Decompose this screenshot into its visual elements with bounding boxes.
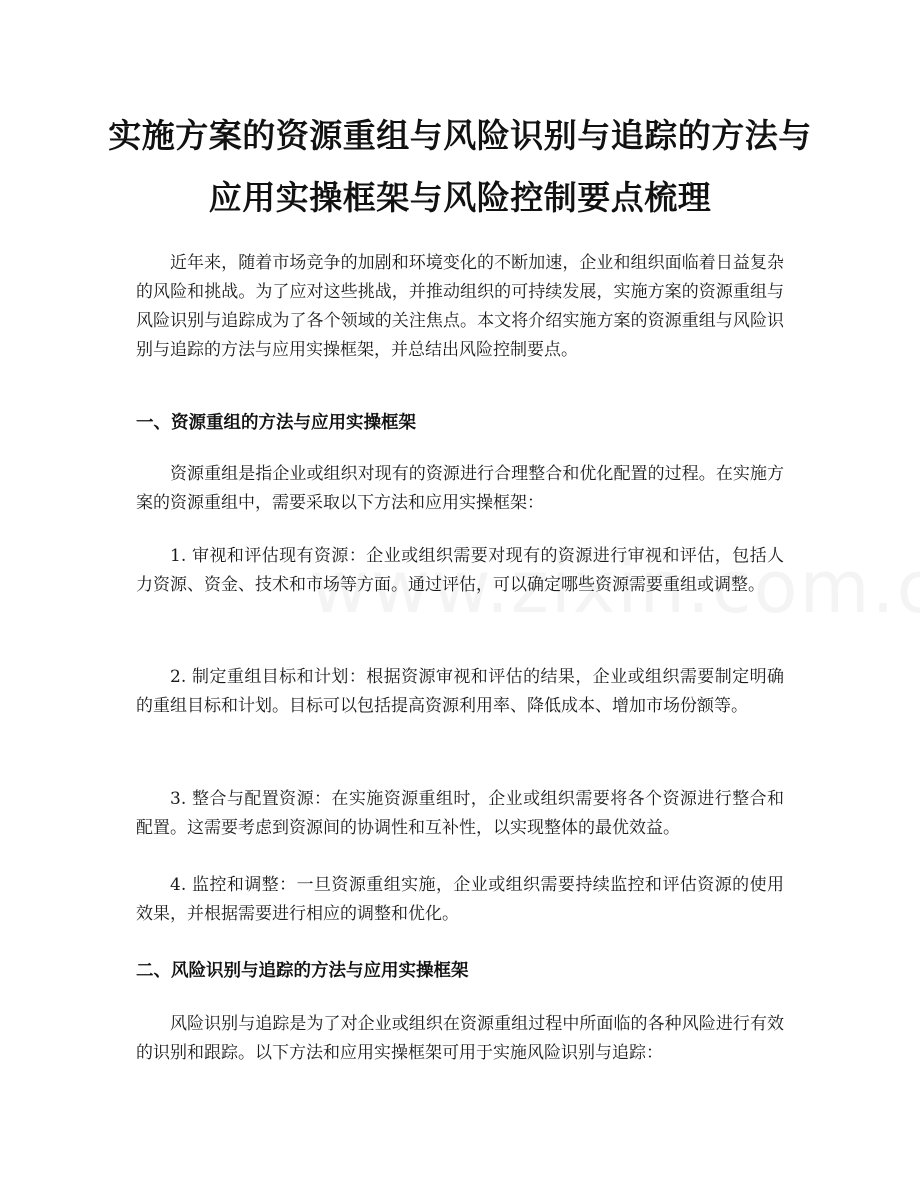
list-item: 2. 制定重组目标和计划：根据资源审视和评估的结果，企业或组织需要制定明确的重组目标和计划。目标可以包括提高资源利用率、降低成本、增加市场份额等。	[136, 667, 784, 716]
section-1-heading: 一、资源重组的方法与应用实操框架	[136, 413, 416, 433]
section-1-intro: 资源重组是指企业或组织对现有的资源进行合理整合和优化配置的过程。在实施方案的资源重组中，需要采取以下方法和应用实操框架：	[136, 464, 784, 513]
list-item: 4. 监控和调整：一旦资源重组实施，企业或组织需要持续监控和评估资源的使用效果，并根据需要进行相应的调整和优化。	[136, 875, 784, 924]
section-2-heading: 二、风险识别与追踪的方法与应用实操框架	[136, 961, 469, 981]
list-item: 1. 审视和评估现有资源：企业或组织需要对现有的资源进行审视和评估，包括人力资源、资金、技术和市场等方面。通过评估，可以确定哪些资源需要重组或调整。	[136, 546, 784, 595]
section-2-intro: 风险识别与追踪是为了对企业或组织在资源重组过程中所面临的各种风险进行有效的识别和跟踪。以下方法和应用实操框架可用于实施风险识别与追踪：	[136, 1014, 784, 1063]
page-title: 实施方案的资源重组与风险识别与追踪的方法与应用实操框架与风险控制要点梳理	[108, 116, 812, 217]
list-item: 3. 整合与配置资源：在实施资源重组时，企业或组织需要将各个资源进行整合和配置。这需要考虑到资源间的协调性和互补性，以实现整体的最优效益。	[136, 789, 784, 838]
intro-paragraph: 近年来，随着市场竞争的加剧和环境变化的不断加速，企业和组织面临着日益复杂的风险和挑战。为了应对这些挑战，并推动组织的可持续发展，实施方案的资源重组与风险识别与追踪成为了各个领域的关注焦点。本文将介绍实施方案的资源重组与风险识别与追踪的方法与应用实操框架，并总结出风险控制要点。	[136, 253, 784, 360]
